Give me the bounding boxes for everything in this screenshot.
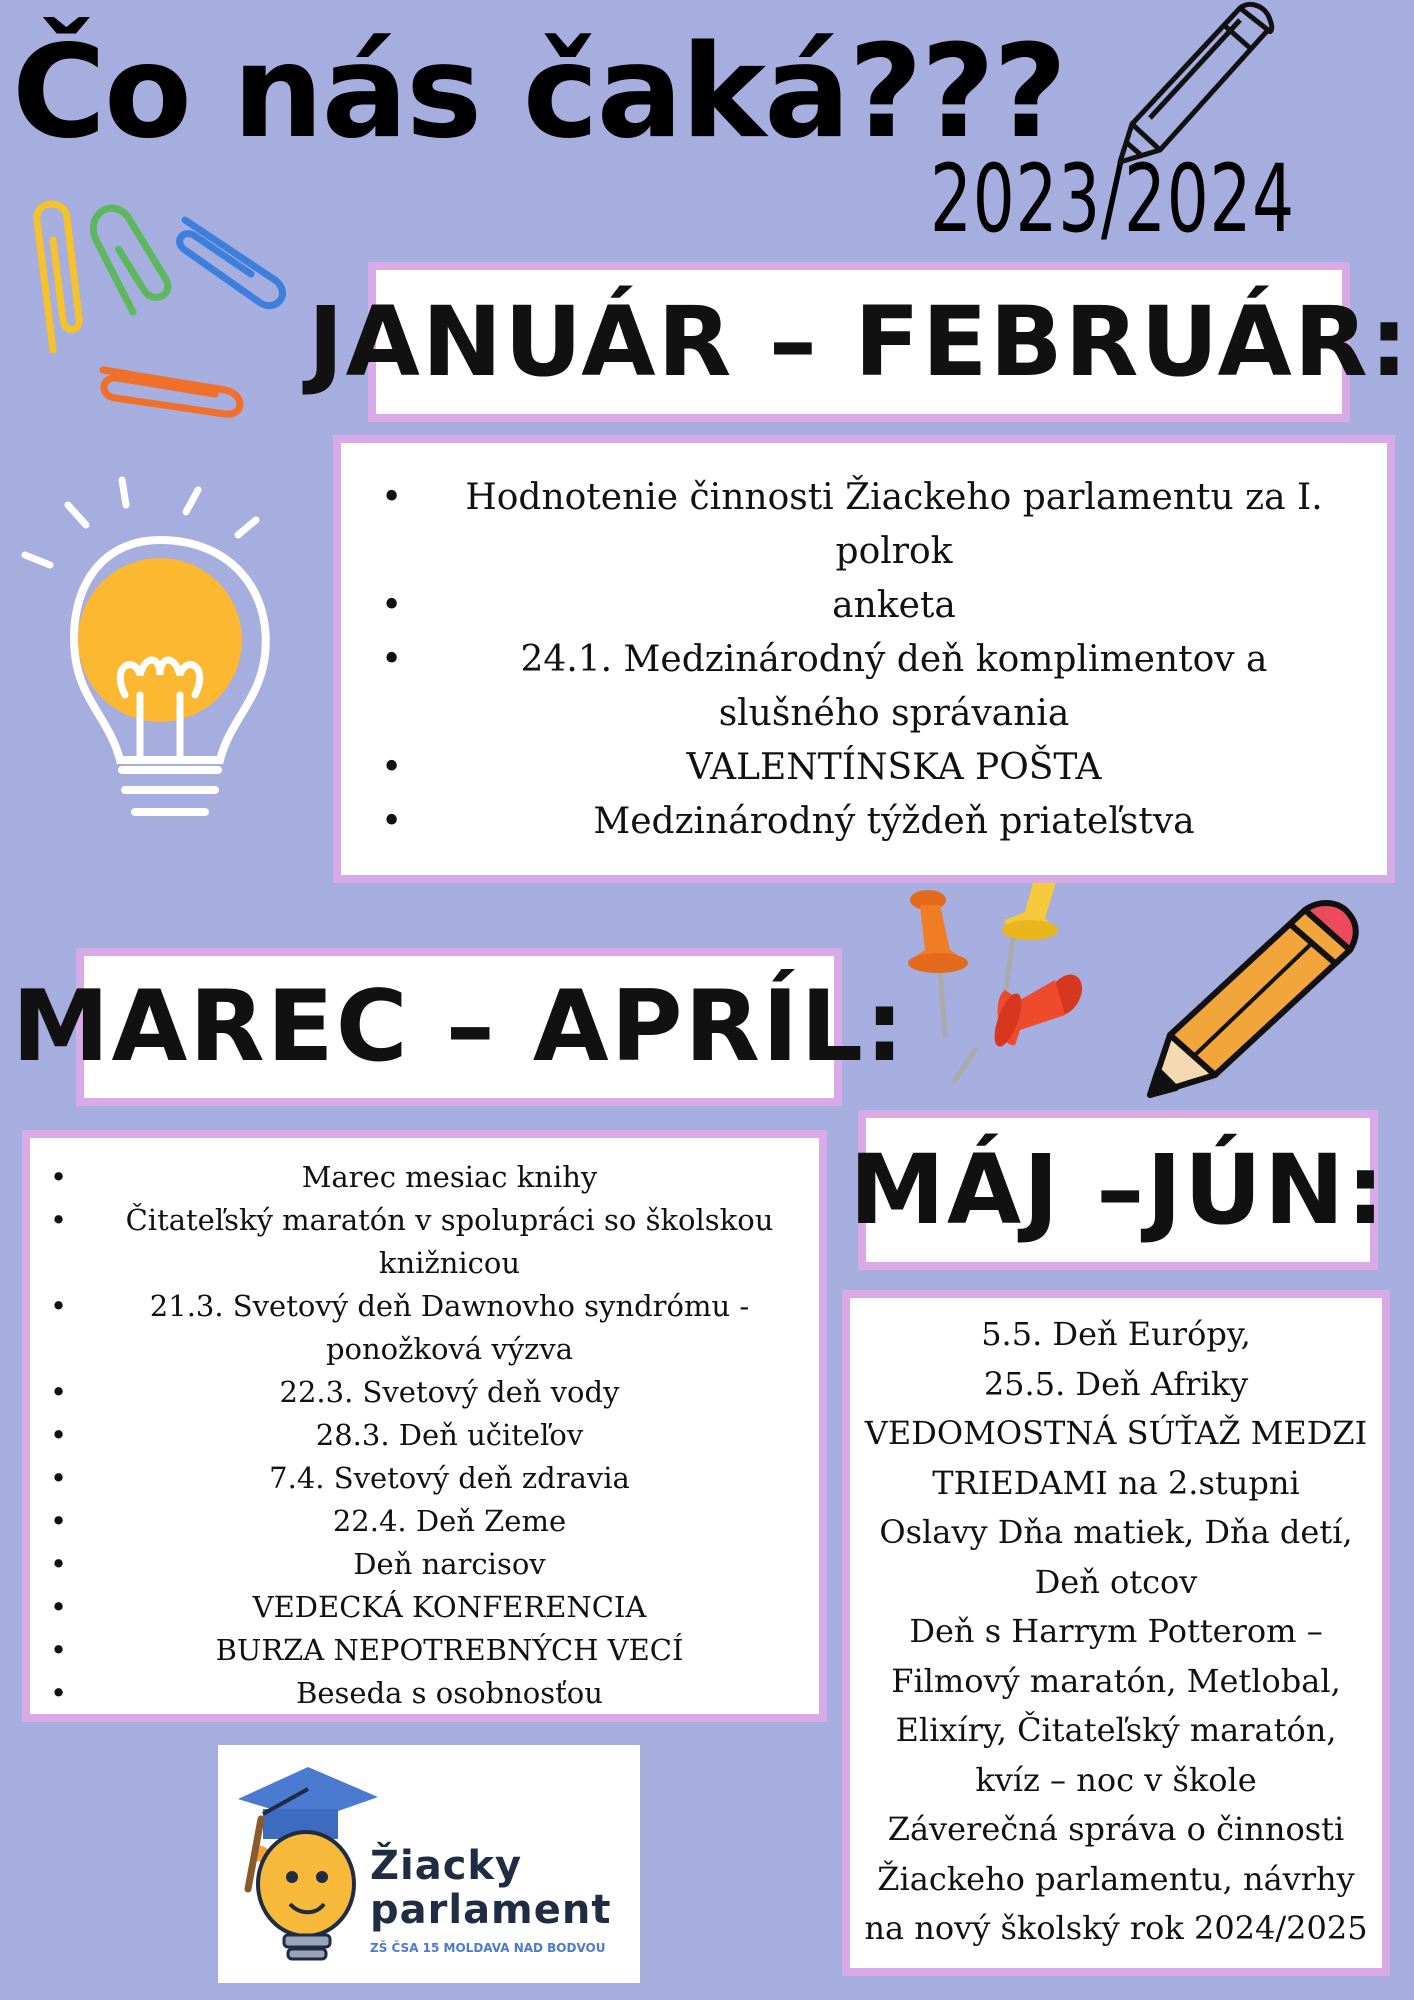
page-title: Čo nás čaká??? [12,18,1066,167]
list-item: • Hodnotenie činnosti Žiackeho parlamentu za I. polrok [381,471,1347,579]
paper-clips-icon [25,190,305,420]
maj-jun-line: Filmový maratón, Metlobal, [891,1661,1341,1700]
maj-jun-line: Záverečná správa o činnosti [887,1810,1345,1848]
maj-jun-line: Elixíry, Čitateľský maratón, [895,1711,1337,1749]
list-item: • 22.3. Svetový deň vody [50,1371,799,1414]
list-item: • 28.3. Deň učiteľov [50,1414,799,1457]
logo [218,1745,640,1983]
pencil-sketch-icon [1090,0,1280,170]
mar-apr-list-box [22,1130,827,1722]
jan-feb-list [381,471,1347,849]
maj-jun-line: Oslavy Dňa matiek, Dňa detí, [879,1513,1353,1551]
maj-jun-line: Deň otcov [1034,1562,1198,1601]
list-item: • 22.4. Deň Zeme [50,1500,799,1543]
light-bulb-icon [10,470,280,850]
logo-title-line1: Žiacky [370,1843,523,1889]
school-year: 2023/2024 [930,145,1295,254]
jan-feb-list-box [333,435,1395,883]
list-item: • Marec mesiac knihy [50,1156,799,1199]
maj-jun-heading: MÁJ –JÚN: [849,1134,1387,1246]
maj-jun-line: TRIEDAMI na 2.stupni [932,1463,1300,1502]
maj-jun-line: VEDOMOSTNÁ SÚŤAŽ MEDZI [864,1414,1368,1452]
list-item: • Beseda s osobnosťou [50,1672,799,1715]
maj-jun-line: kvíz – noc v škole [975,1760,1257,1799]
maj-jun-heading-box [849,1110,1387,1270]
list-item: • VALENTÍNSKA POŠTA [381,741,1347,795]
list-item: • 21.3. Svetový deň Dawnovho syndrómu - ponožková výzva [50,1285,799,1371]
maj-jun-line: Deň s Harrym Potterom – [909,1612,1323,1650]
list-item: • 7.4. Svetový deň zdravia [50,1457,799,1500]
logo-title-line2: parlament [370,1887,612,1933]
list-item: • anketa [381,579,1347,633]
list-item: • VEDECKÁ KONFERENCIA [50,1586,799,1629]
jan-feb-heading-box [307,262,1411,422]
maj-jun-line: 25.5. Deň Afriky [983,1364,1249,1403]
maj-jun-line: Žiackeho parlamentu, návrhy [877,1859,1355,1898]
jan-feb-heading: JANUÁR – FEBRUÁR: [307,286,1411,398]
list-item: • Deň narcisov [50,1543,799,1586]
maj-jun-line: na nový školský rok 2024/2025 [864,1909,1368,1947]
mar-apr-heading-box [11,948,907,1106]
mar-apr-list [50,1156,799,1715]
maj-jun-content-box [842,1290,1390,1976]
list-item: • 24.1. Medzinárodný deň komplimentov a slušného správania [381,633,1347,741]
list-item: • BURZA NEPOTREBNÝCH VECÍ [50,1629,799,1672]
maj-jun-line: 5.5. Deň Európy, [981,1315,1251,1353]
mar-apr-heading: MAREC – APRÍL: [11,970,907,1084]
list-item: • Čitateľský maratón v spolupráci so školskou knižnicou [50,1199,799,1285]
push-pins-icon [880,850,1100,1090]
logo-subtitle: ZŠ ČSA 15 MOLDAVA NAD BODVOU [370,1941,606,1955]
list-item: • Medzinárodný týždeň priateľstva [381,795,1347,849]
mascot-bulb-icon [228,1759,378,1974]
yellow-pencil-icon [1140,900,1360,1100]
